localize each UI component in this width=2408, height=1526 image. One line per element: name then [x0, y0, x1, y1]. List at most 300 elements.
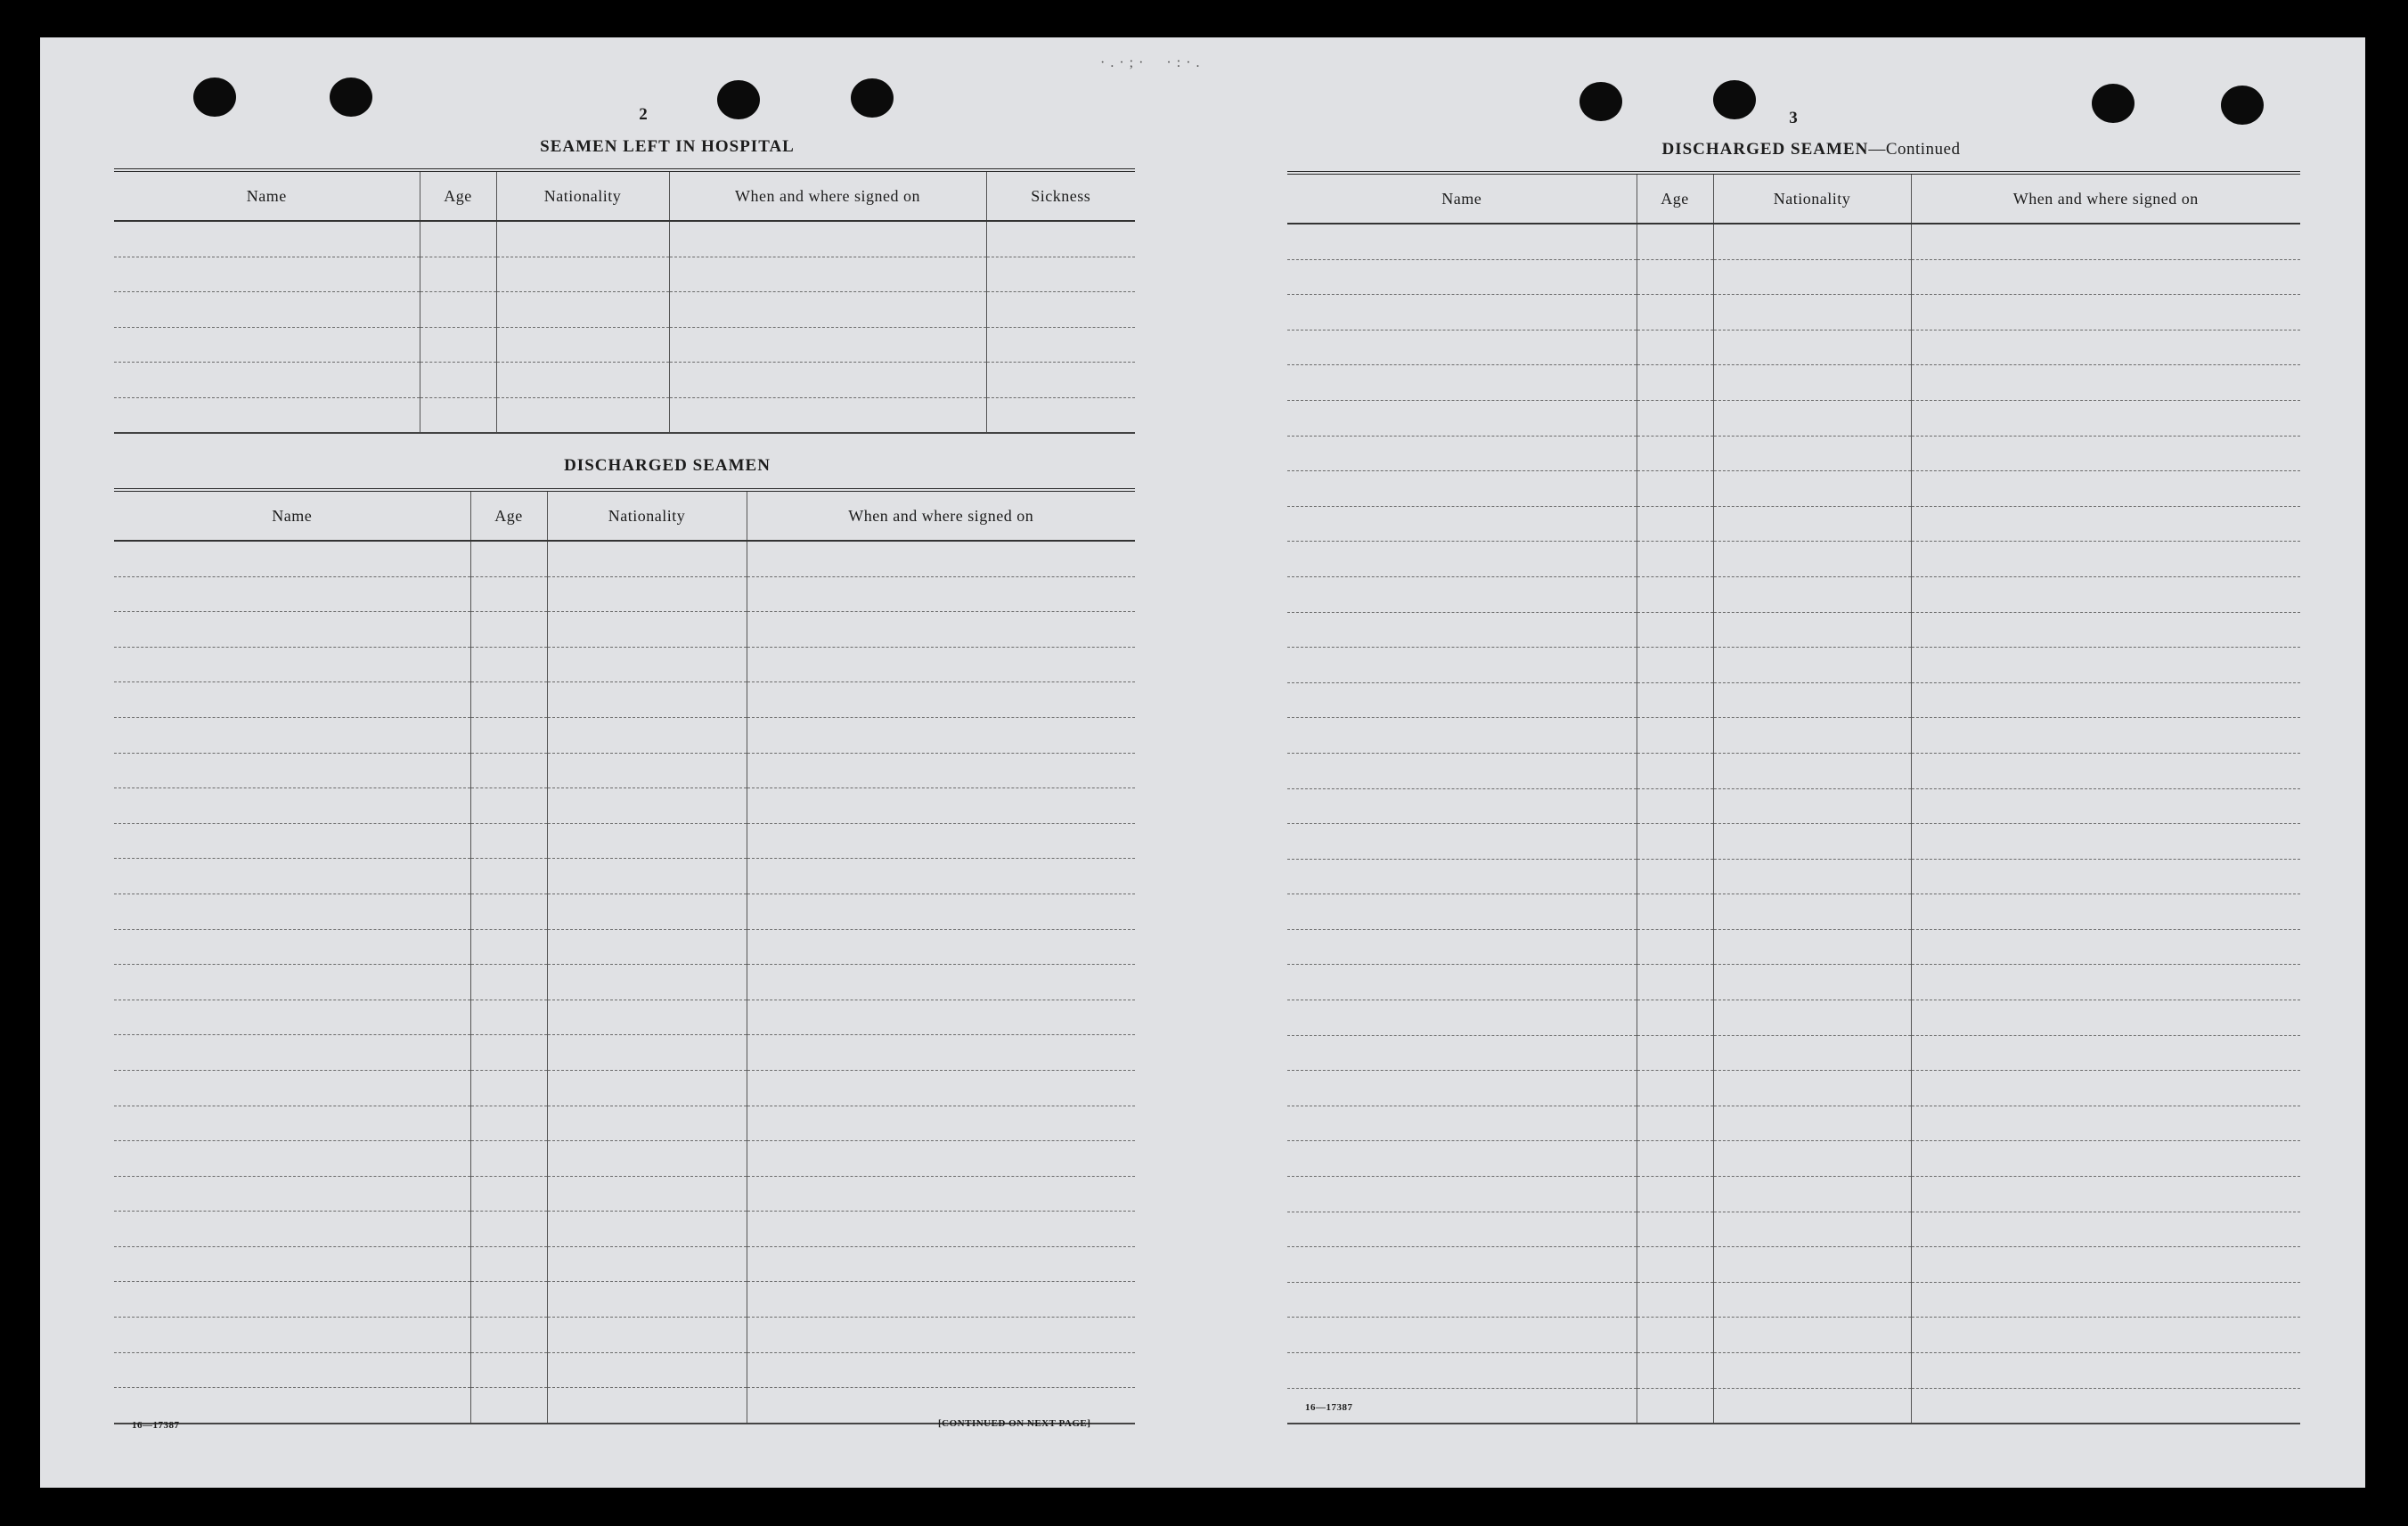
table-cell	[547, 1070, 747, 1106]
table-cell	[420, 257, 496, 292]
title-suffix: —Continued	[1868, 140, 1961, 159]
table-cell	[547, 717, 747, 753]
table-cell	[1911, 682, 2300, 718]
table-cell	[1287, 436, 1637, 471]
table-cell	[114, 1388, 470, 1424]
table-cell	[1637, 1282, 1713, 1318]
table-cell	[114, 823, 470, 859]
table-cell	[669, 397, 986, 433]
table-cell	[1287, 542, 1637, 577]
binder-hole	[330, 78, 372, 117]
table-cell	[470, 541, 547, 576]
table-cell	[470, 1352, 547, 1388]
table-row	[1287, 400, 2300, 436]
binder-hole	[717, 80, 760, 119]
table-row	[114, 965, 1135, 1000]
table-cell	[470, 1318, 547, 1353]
table-cell	[114, 1141, 470, 1177]
table-row	[1287, 1212, 2300, 1247]
table-cell	[747, 1035, 1135, 1071]
table-cell	[1713, 542, 1911, 577]
table-cell	[114, 1176, 470, 1212]
table-cell	[1287, 1035, 1637, 1071]
table-row	[1287, 436, 2300, 471]
table-cell	[547, 1352, 747, 1388]
table-cell	[1637, 682, 1713, 718]
table-row	[1287, 894, 2300, 930]
table-row	[114, 1176, 1135, 1212]
ink-smudge: ·.·;· ·:·.	[1100, 55, 1205, 70]
table-cell	[496, 292, 669, 328]
table-row	[1287, 471, 2300, 507]
table-cell	[747, 753, 1135, 788]
table-cell	[1911, 1318, 2300, 1353]
table-cell	[1713, 648, 1911, 683]
column-header-signed-on: When and where signed on	[1911, 173, 2300, 224]
table-cell	[1713, 1035, 1911, 1071]
table-cell	[420, 397, 496, 433]
column-header-age: Age	[470, 490, 547, 541]
table-cell	[747, 682, 1135, 718]
table-cell	[1911, 894, 2300, 930]
table-cell	[114, 397, 420, 433]
table-row	[114, 753, 1135, 788]
table-row	[114, 859, 1135, 894]
table-cell	[1637, 542, 1713, 577]
table-cell	[547, 859, 747, 894]
table-cell	[547, 965, 747, 1000]
table-cell	[1637, 506, 1713, 542]
table-row	[1287, 1353, 2300, 1389]
table-row	[114, 612, 1135, 648]
table-cell	[1287, 471, 1637, 507]
table-cell	[1287, 576, 1637, 612]
table-row	[1287, 718, 2300, 754]
table-cell	[1287, 224, 1637, 259]
table-row	[1287, 259, 2300, 295]
table-cell	[1287, 648, 1637, 683]
table-cell	[747, 859, 1135, 894]
table-cell	[1713, 682, 1911, 718]
table-cell	[114, 1035, 470, 1071]
table-cell	[1287, 1282, 1637, 1318]
table-cell	[1911, 965, 2300, 1000]
table-cell	[547, 1212, 747, 1247]
table-row	[114, 1106, 1135, 1141]
table-cell	[1287, 1247, 1637, 1283]
table-row	[114, 363, 1135, 398]
column-header-age: Age	[1637, 173, 1713, 224]
discharged-continued-table	[1287, 171, 2300, 1424]
table-cell	[547, 576, 747, 612]
hospital-table	[114, 168, 1135, 434]
binder-hole	[2092, 84, 2135, 123]
table-cell	[1713, 576, 1911, 612]
table-row	[1287, 1035, 2300, 1071]
table-cell	[114, 1352, 470, 1388]
table-cell	[1713, 1318, 1911, 1353]
table-cell	[470, 1141, 547, 1177]
table-cell	[470, 929, 547, 965]
table-cell	[1911, 718, 2300, 754]
table-row	[114, 327, 1135, 363]
table-row	[114, 1035, 1135, 1071]
table-row	[114, 1141, 1135, 1177]
table-cell	[1287, 259, 1637, 295]
table-cell	[1713, 1141, 1911, 1177]
column-header-name: Name	[1287, 173, 1637, 224]
table-cell	[1713, 1106, 1911, 1141]
form-code-right: 16—17387	[1305, 1402, 1353, 1413]
column-header-nationality: Nationality	[1713, 173, 1911, 224]
table-cell	[1637, 859, 1713, 894]
table-cell	[420, 327, 496, 363]
table-cell	[1713, 330, 1911, 365]
table-cell	[1287, 1353, 1637, 1389]
table-cell	[470, 894, 547, 929]
table-cell	[1713, 1000, 1911, 1036]
table-cell	[1287, 1106, 1637, 1141]
table-row	[1287, 365, 2300, 401]
table-cell	[114, 1000, 470, 1035]
table-cell	[1911, 1141, 2300, 1177]
table-cell	[986, 221, 1135, 257]
column-header-name: Name	[114, 170, 420, 221]
table-row	[1287, 788, 2300, 824]
table-cell	[1713, 436, 1911, 471]
table-cell	[1713, 1353, 1911, 1389]
table-cell	[470, 965, 547, 1000]
table-cell	[1287, 859, 1637, 894]
table-cell	[1911, 1000, 2300, 1036]
discharged-continued-table-body	[1287, 224, 2300, 1424]
table-cell	[496, 397, 669, 433]
table-cell	[669, 327, 986, 363]
table-cell	[1637, 1247, 1713, 1283]
table-cell	[1911, 436, 2300, 471]
table-cell	[1911, 576, 2300, 612]
table-cell	[747, 717, 1135, 753]
table-cell	[1713, 506, 1911, 542]
table-cell	[747, 1106, 1135, 1141]
table-cell	[1637, 471, 1713, 507]
column-header-signed-on: When and where signed on	[747, 490, 1135, 541]
table-cell	[1637, 894, 1713, 930]
table-cell	[1637, 1035, 1713, 1071]
table-cell	[114, 221, 420, 257]
table-row	[114, 576, 1135, 612]
table-cell	[1637, 1388, 1713, 1424]
table-row	[114, 1318, 1135, 1353]
table-cell	[470, 717, 547, 753]
table-row	[1287, 1282, 2300, 1318]
table-cell	[547, 1000, 747, 1035]
table-cell	[1287, 682, 1637, 718]
table-cell	[1637, 965, 1713, 1000]
table-cell	[747, 1352, 1135, 1388]
table-cell	[1911, 1212, 2300, 1247]
table-cell	[114, 1282, 470, 1318]
table-cell	[1911, 612, 2300, 648]
table-cell	[669, 221, 986, 257]
table-row	[114, 647, 1135, 682]
table-cell	[1713, 1247, 1911, 1283]
table-cell	[986, 327, 1135, 363]
table-row	[114, 894, 1135, 929]
table-row	[1287, 542, 2300, 577]
table-cell	[1911, 1388, 2300, 1424]
table-row	[114, 292, 1135, 328]
table-cell	[470, 647, 547, 682]
table-cell	[1713, 1177, 1911, 1212]
table-cell	[114, 894, 470, 929]
table-cell	[1713, 400, 1911, 436]
table-cell	[114, 292, 420, 328]
table-cell	[1637, 929, 1713, 965]
table-cell	[747, 929, 1135, 965]
table-cell	[1287, 506, 1637, 542]
table-cell	[470, 576, 547, 612]
table-row	[1287, 824, 2300, 860]
table-cell	[1713, 471, 1911, 507]
binder-hole	[1713, 80, 1756, 119]
table-cell	[1287, 824, 1637, 860]
table-cell	[1637, 1141, 1713, 1177]
table-cell	[747, 647, 1135, 682]
table-cell	[1637, 576, 1713, 612]
table-cell	[669, 257, 986, 292]
table-row	[114, 221, 1135, 257]
table-cell	[747, 788, 1135, 824]
table-cell	[1287, 894, 1637, 930]
table-cell	[1911, 295, 2300, 330]
table-cell	[470, 1000, 547, 1035]
table-row	[114, 1246, 1135, 1282]
table-cell	[1713, 259, 1911, 295]
hospital-section-title: SEAMEN LEFT IN HOSPITAL	[540, 137, 795, 156]
table-cell	[1637, 1353, 1713, 1389]
table-cell	[470, 788, 547, 824]
table-cell	[1713, 295, 1911, 330]
page-number-right: 3	[1789, 109, 1798, 127]
table-cell	[1637, 1212, 1713, 1247]
table-cell	[470, 1176, 547, 1212]
table-cell	[1911, 1035, 2300, 1071]
table-cell	[114, 541, 470, 576]
table-cell	[114, 1318, 470, 1353]
table-cell	[1287, 1318, 1637, 1353]
table-cell	[1911, 471, 2300, 507]
table-cell	[1713, 1282, 1911, 1318]
table-cell	[547, 929, 747, 965]
table-row	[114, 1212, 1135, 1247]
binder-hole	[2221, 86, 2264, 125]
table-cell	[1713, 1071, 1911, 1106]
table-cell	[1287, 330, 1637, 365]
table-cell	[470, 1035, 547, 1071]
table-cell	[669, 292, 986, 328]
table-cell	[114, 576, 470, 612]
binder-hole	[1579, 82, 1622, 121]
table-row	[1287, 1106, 2300, 1141]
table-cell	[747, 541, 1135, 576]
table-cell	[1713, 718, 1911, 754]
binder-hole	[851, 78, 894, 118]
table-cell	[1911, 824, 2300, 860]
table-cell	[1637, 259, 1713, 295]
table-cell	[496, 257, 669, 292]
table-cell	[547, 1246, 747, 1282]
document-sheet	[40, 37, 2365, 1488]
table-row	[1287, 612, 2300, 648]
table-cell	[547, 823, 747, 859]
table-cell	[747, 1318, 1135, 1353]
column-header-signed-on: When and where signed on	[669, 170, 986, 221]
table-cell	[547, 541, 747, 576]
table-cell	[1287, 753, 1637, 788]
table-cell	[1713, 894, 1911, 930]
table-cell	[547, 1388, 747, 1424]
table-cell	[1713, 612, 1911, 648]
table-row	[1287, 1000, 2300, 1036]
table-cell	[1637, 295, 1713, 330]
table-cell	[1287, 1177, 1637, 1212]
table-cell	[1911, 648, 2300, 683]
column-header-nationality: Nationality	[496, 170, 669, 221]
table-row	[114, 1282, 1135, 1318]
table-cell	[114, 753, 470, 788]
table-row	[1287, 1247, 2300, 1283]
table-cell	[1637, 1071, 1713, 1106]
column-header-sickness: Sickness	[986, 170, 1135, 221]
table-cell	[747, 612, 1135, 648]
table-cell	[986, 363, 1135, 398]
table-cell	[114, 682, 470, 718]
table-cell	[747, 1176, 1135, 1212]
table-cell	[1637, 1318, 1713, 1353]
table-cell	[547, 894, 747, 929]
table-cell	[1287, 1071, 1637, 1106]
table-cell	[547, 1176, 747, 1212]
table-row	[1287, 929, 2300, 965]
table-cell	[1911, 400, 2300, 436]
column-header-name: Name	[114, 490, 470, 541]
hospital-table-body	[114, 221, 1135, 433]
table-cell	[1713, 365, 1911, 401]
table-cell	[470, 823, 547, 859]
table-cell	[1287, 295, 1637, 330]
table-cell	[1637, 400, 1713, 436]
table-cell	[747, 1212, 1135, 1247]
table-row	[114, 788, 1135, 824]
table-cell	[1287, 612, 1637, 648]
table-row	[1287, 682, 2300, 718]
page-number-left: 2	[639, 105, 648, 124]
table-cell	[1637, 753, 1713, 788]
table-cell	[1287, 1000, 1637, 1036]
table-cell	[1637, 788, 1713, 824]
table-cell	[1713, 824, 1911, 860]
column-header-age: Age	[420, 170, 496, 221]
table-cell	[986, 292, 1135, 328]
table-cell	[547, 788, 747, 824]
table-cell	[470, 1070, 547, 1106]
table-row	[1287, 753, 2300, 788]
table-cell	[470, 1212, 547, 1247]
table-cell	[1287, 965, 1637, 1000]
table-cell	[1637, 436, 1713, 471]
table-cell	[1911, 224, 2300, 259]
title-main: DISCHARGED SEAMEN	[1661, 140, 1869, 159]
form-code-left: 16—17387	[132, 1420, 180, 1431]
table-cell	[1911, 1353, 2300, 1389]
table-cell	[986, 397, 1135, 433]
table-cell	[470, 1246, 547, 1282]
table-row	[1287, 965, 2300, 1000]
table-cell	[1637, 612, 1713, 648]
table-cell	[1713, 788, 1911, 824]
table-cell	[547, 1282, 747, 1318]
table-cell	[1713, 965, 1911, 1000]
table-cell	[547, 612, 747, 648]
discharged-continued-title	[1299, 140, 2323, 159]
table-cell	[114, 363, 420, 398]
table-row	[114, 1352, 1135, 1388]
table-row	[1287, 648, 2300, 683]
table-row	[114, 541, 1135, 576]
table-cell	[420, 292, 496, 328]
table-cell	[496, 221, 669, 257]
table-row	[1287, 859, 2300, 894]
table-cell	[470, 1106, 547, 1141]
table-cell	[1911, 1177, 2300, 1212]
table-cell	[420, 363, 496, 398]
table-cell	[470, 612, 547, 648]
table-cell	[470, 753, 547, 788]
table-row	[1287, 506, 2300, 542]
table-row	[1287, 1318, 2300, 1353]
table-cell	[1287, 788, 1637, 824]
discharged-section-title: DISCHARGED SEAMEN	[564, 456, 771, 475]
table-cell	[1713, 859, 1911, 894]
table-row	[114, 1070, 1135, 1106]
table-cell	[114, 929, 470, 965]
table-cell	[1287, 400, 1637, 436]
table-cell	[1637, 824, 1713, 860]
table-cell	[1911, 788, 2300, 824]
table-row	[1287, 1141, 2300, 1177]
table-cell	[1911, 506, 2300, 542]
table-row	[114, 257, 1135, 292]
table-row	[1287, 1071, 2300, 1106]
table-row	[1287, 1388, 2300, 1424]
table-cell	[1911, 542, 2300, 577]
table-cell	[470, 859, 547, 894]
table-cell	[1713, 753, 1911, 788]
table-cell	[986, 257, 1135, 292]
discharged-table-body	[114, 541, 1135, 1424]
table-cell	[420, 221, 496, 257]
table-row	[114, 717, 1135, 753]
table-cell	[1637, 224, 1713, 259]
table-cell	[114, 1106, 470, 1141]
table-cell	[1911, 1106, 2300, 1141]
table-row	[1287, 224, 2300, 259]
table-cell	[1637, 330, 1713, 365]
table-cell	[470, 1388, 547, 1424]
table-cell	[747, 965, 1135, 1000]
table-row	[114, 823, 1135, 859]
